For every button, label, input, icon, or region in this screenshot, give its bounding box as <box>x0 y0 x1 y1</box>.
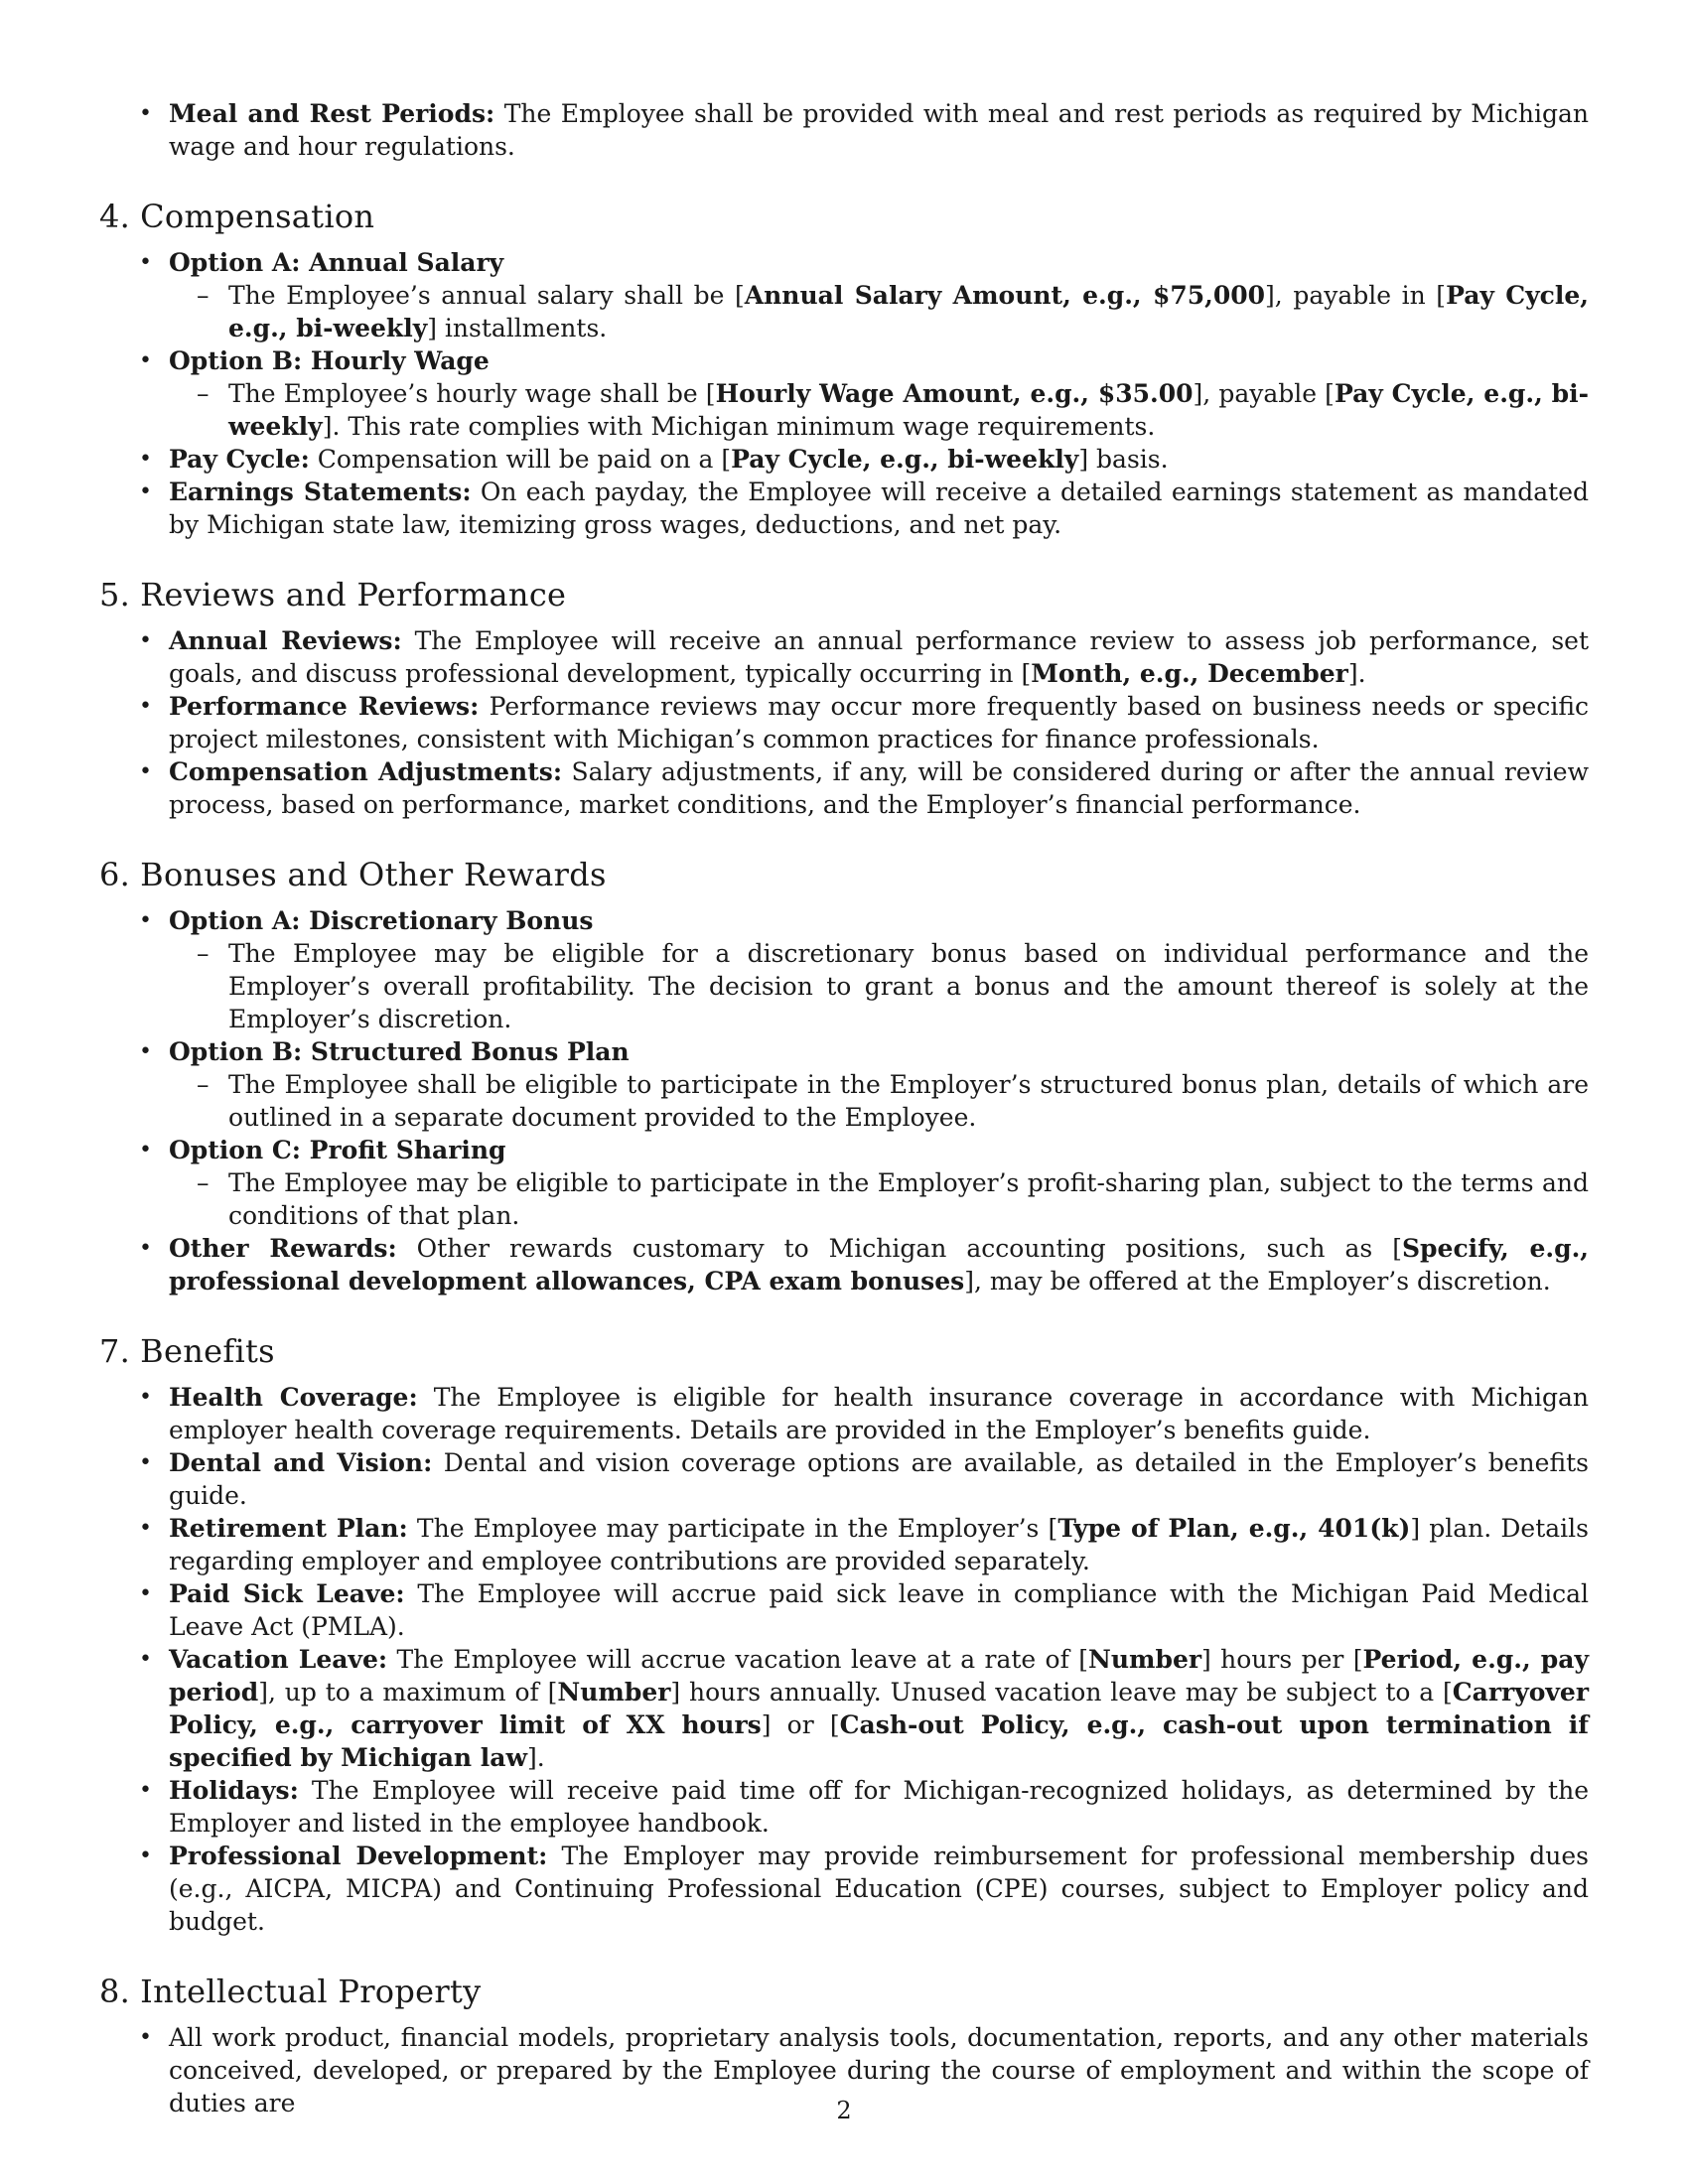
list-item: • Option C: Profit Sharing – The Employee may be eligible to participate in the Employer’s profit-sharing plan, subject to the terms and conditions of that plan. <box>99 1134 1589 1232</box>
sub-list <box>169 377 1589 443</box>
section-heading-intellectual-property: 8. Intellectual Property <box>99 1973 482 2010</box>
sub-list <box>169 1068 1589 1134</box>
page-number: 2 <box>836 2097 852 2124</box>
list-item: • Option A: Annual Salary – The Employee’s annual salary shall be [Annual Salary Amount, e.g., $75,000], payable in [Pay Cycle, e.g., bi-weekly] installments. <box>99 246 1589 344</box>
list-item: • Meal and Rest Periods: The Employee shall be provided with meal and rest periods as required by Michigan wage and hour regulations. <box>99 97 1589 163</box>
list-item: • Health Coverage: The Employee is eligible for health insurance coverage in accordance with Michigan employer health coverage requirements. Details are provided in the Employer’s benefits guide. <box>99 1381 1589 1446</box>
list-item: • Dental and Vision: Dental and vision coverage options are available, as detailed in the Employer’s benefits guide. <box>99 1446 1589 1512</box>
sub-list <box>169 937 1589 1035</box>
list-item: • Option B: Hourly Wage – The Employee’s hourly wage shall be [Hourly Wage Amount, e.g., $35.00], payable [Pay Cycle, e.g., bi-weekly]. This rate complies with Michigan minimum wage requirements. <box>99 344 1589 443</box>
list-item: • Paid Sick Leave: The Employee will accrue paid sick leave in compliance with the Michigan Paid Medical Leave Act (PMLA). <box>99 1577 1589 1643</box>
meal-rest-list <box>99 97 1589 163</box>
list-item: • Performance Reviews: Performance reviews may occur more frequently based on business needs or specific project milestones, consistent with Michigan’s common practices for finance professionals. <box>99 690 1589 755</box>
list-item: • Annual Reviews: The Employee will receive an annual performance review to assess job performance, set goals, and discuss professional development, typically occurring in [Month, e.g., December]. <box>99 624 1589 690</box>
list-item: • Vacation Leave: The Employee will accrue vacation leave at a rate of [Number] hours per [Period, e.g., pay period], up to a maximum of [Number] hours annually. Unused vacation leave may be subject to a [Carryover Policy, e.g., carryover limit of XX hours] or [Cash-out Policy, e.g., cash-out upon termination if specified by Michigan law]. <box>99 1643 1589 1774</box>
list-item: • Professional Development: The Employer may provide reimbursement for professional membership dues (e.g., AICPA, MICPA) and Continuing Professional Education (CPE) courses, subject to Employer policy and budget. <box>99 1840 1589 1938</box>
reviews-list <box>99 624 1589 821</box>
list-item: • Option A: Discretionary Bonus – The Employee may be eligible for a discretionary bonus based on individual performance and the Employer’s overall profitability. The decision to grant a bonus and the amount thereof is solely at the Employer’s discretion. <box>99 904 1589 1035</box>
list-item: • Other Rewards: Other rewards customary to Michigan accounting positions, such as [Specify, e.g., professional development allowances, CPA exam bonuses], may be offered at the Employer’s discretion. <box>99 1232 1589 1297</box>
section-heading-benefits: 7. Benefits <box>99 1332 275 1370</box>
list-item: • Compensation Adjustments: Salary adjustments, if any, will be considered during or after the annual review process, based on performance, market conditions, and the Employer’s financial performance. <box>99 755 1589 821</box>
section-heading-bonuses: 6. Bonuses and Other Rewards <box>99 856 607 893</box>
sub-list-item: – The Employee may be eligible to participate in the Employer’s profit-sharing plan, subject to the terms and conditions of that plan. <box>169 1166 1589 1232</box>
benefits-list <box>99 1381 1589 1938</box>
compensation-list <box>99 246 1589 541</box>
sub-list-item: – The Employee’s annual salary shall be [Annual Salary Amount, e.g., $75,000], payable in [Pay Cycle, e.g., bi-weekly] installments. <box>169 279 1589 344</box>
bonuses-list <box>99 904 1589 1297</box>
sub-list-item: – The Employee may be eligible for a discretionary bonus based on individual performance and the Employer’s overall profitability. The decision to grant a bonus and the amount thereof is solely at the Employer’s discretion. <box>169 937 1589 1035</box>
sub-list <box>169 1166 1589 1232</box>
sub-list-item: – The Employee’s hourly wage shall be [Hourly Wage Amount, e.g., $35.00], payable [Pay Cycle, e.g., bi-weekly]. This rate complies with Michigan minimum wage requirements. <box>169 377 1589 443</box>
sub-list-item: – The Employee shall be eligible to participate in the Employer’s structured bonus plan, details of which are outlined in a separate document provided to the Employee. <box>169 1068 1589 1134</box>
list-item: • Holidays: The Employee will receive paid time off for Michigan-recognized holidays, as determined by the Employer and listed in the employee handbook. <box>99 1774 1589 1840</box>
list-item: • Pay Cycle: Compensation will be paid on a [Pay Cycle, e.g., bi-weekly] basis. <box>99 443 1589 476</box>
page-content <box>99 97 1589 2119</box>
list-item: • All work product, financial models, proprietary analysis tools, documentation, reports, and any other materials conceived, developed, or prepared by the Employee during the course of employment and within the scope of duties are <box>99 2021 1589 2119</box>
section-heading-compensation: 4. Compensation <box>99 198 375 235</box>
section-heading-reviews: 5. Reviews and Performance <box>99 576 567 614</box>
sub-list <box>169 279 1589 344</box>
list-item: • Earnings Statements: On each payday, the Employee will receive a detailed earnings statement as mandated by Michigan state law, itemizing gross wages, deductions, and net pay. <box>99 476 1589 541</box>
list-item: • Option B: Structured Bonus Plan – The Employee shall be eligible to participate in the Employer’s structured bonus plan, details of which are outlined in a separate document provided to the Employee. <box>99 1035 1589 1134</box>
list-item: • Retirement Plan: The Employee may participate in the Employer’s [Type of Plan, e.g., 401(k)] plan. Details regarding employer and employee contributions are provided separately. <box>99 1512 1589 1577</box>
